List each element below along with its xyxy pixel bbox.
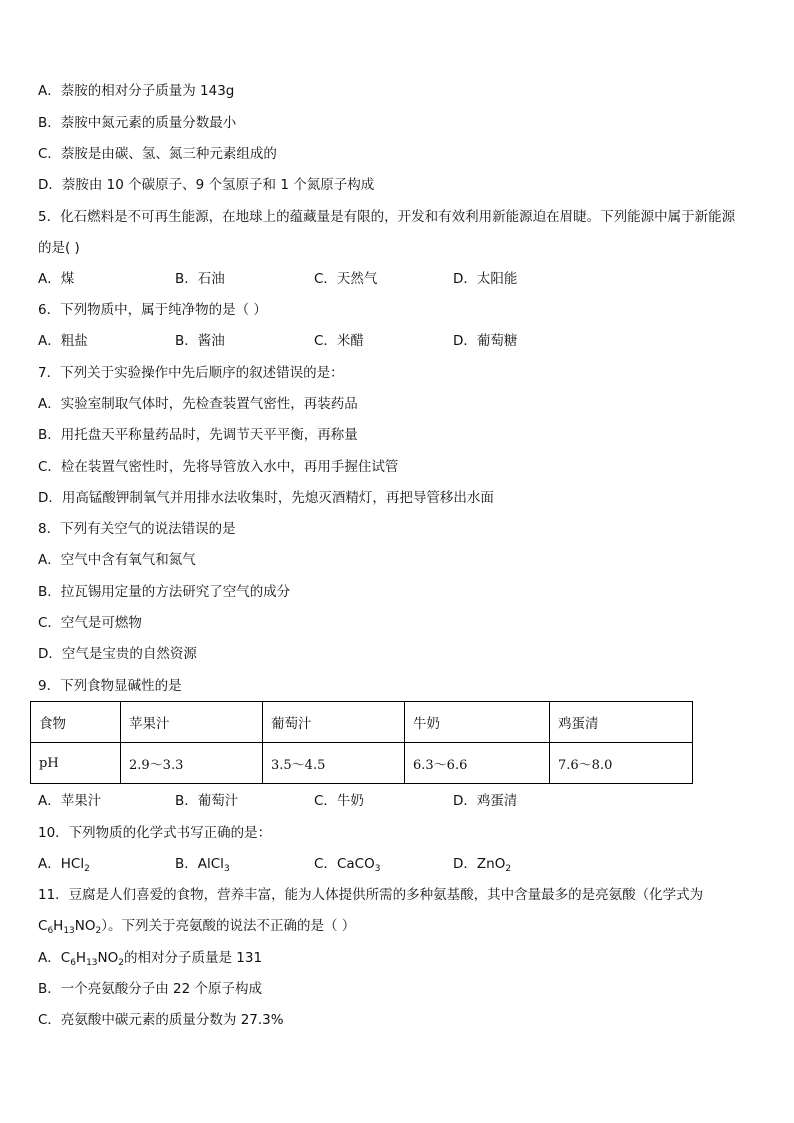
q10-option-b	[175, 855, 230, 873]
q5-option-b: B．石油	[175, 271, 225, 287]
q7-option-a: A．实验室制取气体时，先检查装置气密性，再装药品	[38, 396, 358, 412]
q4-option-b: B．萘胺中氮元素的质量分数最小	[38, 115, 237, 131]
table-header-cell: 鸡蛋清	[550, 702, 693, 743]
subscript: 2	[118, 958, 124, 968]
q8-option-b: B．拉瓦锡用定量的方法研究了空气的成分	[38, 584, 291, 600]
q6-stem: 6．下列物质中，属于纯净物的是（ ）	[38, 302, 267, 318]
option-label: A．	[38, 856, 61, 872]
formula: ZnO	[476, 856, 506, 872]
leucine-formula	[38, 918, 101, 934]
q8-option-d: D．空气是宝贵的自然资源	[38, 646, 197, 662]
formula-h: H	[53, 918, 64, 934]
subscript: 13	[63, 926, 75, 936]
q11-option-c: C．亮氨酸中碳元素的质量分数为 27.3%	[38, 1012, 284, 1028]
q10-option-d	[453, 855, 511, 873]
leucine-formula	[61, 950, 124, 966]
subscript: 3	[223, 864, 230, 874]
table-row	[31, 743, 693, 784]
table-cell: pH	[31, 743, 121, 784]
q10-stem: 10．下列物质的化学式书写正确的是：	[38, 825, 272, 841]
q9-option-a: A．苹果汁	[38, 793, 102, 809]
q8-option-c: C．空气是可燃物	[38, 615, 142, 631]
q6-option-b: B．酱油	[175, 333, 225, 349]
table-cell: 7.6～8.0	[550, 743, 693, 784]
q5-stem-line1: 5．化石燃料是不可再生能源，在地球上的蕴藏量是有限的，开发和有效利用新能源迫在眉睫。下列能源中属于新能源	[38, 209, 736, 225]
formula-h: H	[75, 950, 87, 966]
q10-option-c	[314, 855, 380, 873]
table-header-cell: 牛奶	[405, 702, 550, 743]
q11-stem-tail: ）。下列关于亮氨酸的说法不正确的是（ ）	[101, 918, 356, 934]
q11-option-a	[38, 949, 262, 967]
table-header-cell: 苹果汁	[121, 702, 263, 743]
q8-option-a: A．空气中含有氧气和氮气	[38, 552, 196, 568]
q11-stem-line2	[38, 917, 355, 935]
option-text: 的相对分子质量是 131	[124, 950, 263, 966]
subscript: 2	[84, 864, 90, 874]
table-cell: 6.3～6.6	[405, 743, 550, 784]
q5-option-a: A．煤	[38, 271, 75, 287]
subscript: 2	[95, 926, 102, 936]
option-label: D．	[453, 856, 477, 872]
table-header-cell: 食物	[31, 702, 121, 743]
q5-option-d: D．太阳能	[453, 271, 518, 287]
subscript: 2	[505, 864, 512, 874]
q9-option-d: D．鸡蛋清	[453, 793, 518, 809]
formula: AlCl	[197, 856, 224, 872]
option-label: C．	[314, 856, 337, 872]
q7-stem: 7．下列关于实验操作中先后顺序的叙述错误的是：	[38, 365, 344, 381]
q5-option-c: C．天然气	[314, 271, 378, 287]
ph-table	[30, 701, 693, 784]
q6-option-a: A．粗盐	[38, 333, 88, 349]
q9-stem: 9．下列食物显碱性的是	[38, 678, 182, 694]
option-label: B．	[175, 856, 198, 872]
q4-option-a: A．萘胺的相对分子质量为 143g	[38, 83, 235, 99]
table-cell: 3.5～4.5	[263, 743, 405, 784]
q4-option-c: C．萘胺是由碳、氢、氮三种元素组成的	[38, 146, 277, 162]
q9-option-c: C．牛奶	[314, 793, 364, 809]
q5-stem-line2: 的是( )	[38, 240, 80, 256]
subscript: 6	[47, 926, 54, 936]
q4-option-d: D．萘胺由 10 个碳原子、9 个氢原子和 1 个氮原子构成	[38, 177, 375, 193]
q11-option-b: B．一个亮氨酸分子由 22 个原子构成	[38, 981, 263, 997]
q10-option-a	[38, 855, 90, 873]
q6-option-c: C．米醋	[314, 333, 364, 349]
formula-no: NO	[74, 918, 96, 934]
q8-stem: 8．下列有关空气的说法错误的是	[38, 521, 236, 537]
q9-option-b: B．葡萄汁	[175, 793, 239, 809]
formula: HCl	[60, 856, 85, 872]
option-label: A．	[38, 950, 61, 966]
q6-option-d: D．葡萄糖	[453, 333, 518, 349]
subscript: 3	[374, 864, 381, 874]
formula: CaCO	[336, 856, 375, 872]
subscript: 6	[70, 958, 76, 968]
formula-c: C	[60, 950, 71, 966]
q11-stem-line1: 11．豆腐是人们喜爱的食物，营养丰富，能为人体提供所需的多种氨基酸，其中含量最多的是亮氨酸（化学式为	[38, 887, 704, 903]
table-header-cell: 葡萄汁	[263, 702, 405, 743]
q7-option-b: B．用托盘天平称量药品时，先调节天平平衡，再称量	[38, 427, 358, 443]
formula-no: NO	[97, 950, 119, 966]
q7-option-c: C．检在装置气密性时，先将导管放入水中，再用手握住试管	[38, 459, 399, 475]
table-cell: 2.9～3.3	[121, 743, 263, 784]
formula-c: C	[38, 918, 48, 934]
subscript: 13	[86, 958, 98, 968]
table-row	[31, 702, 693, 743]
q7-option-d: D．用高锰酸钾制氧气并用排水法收集时，先熄灭酒精灯，再把导管移出水面	[38, 490, 494, 506]
